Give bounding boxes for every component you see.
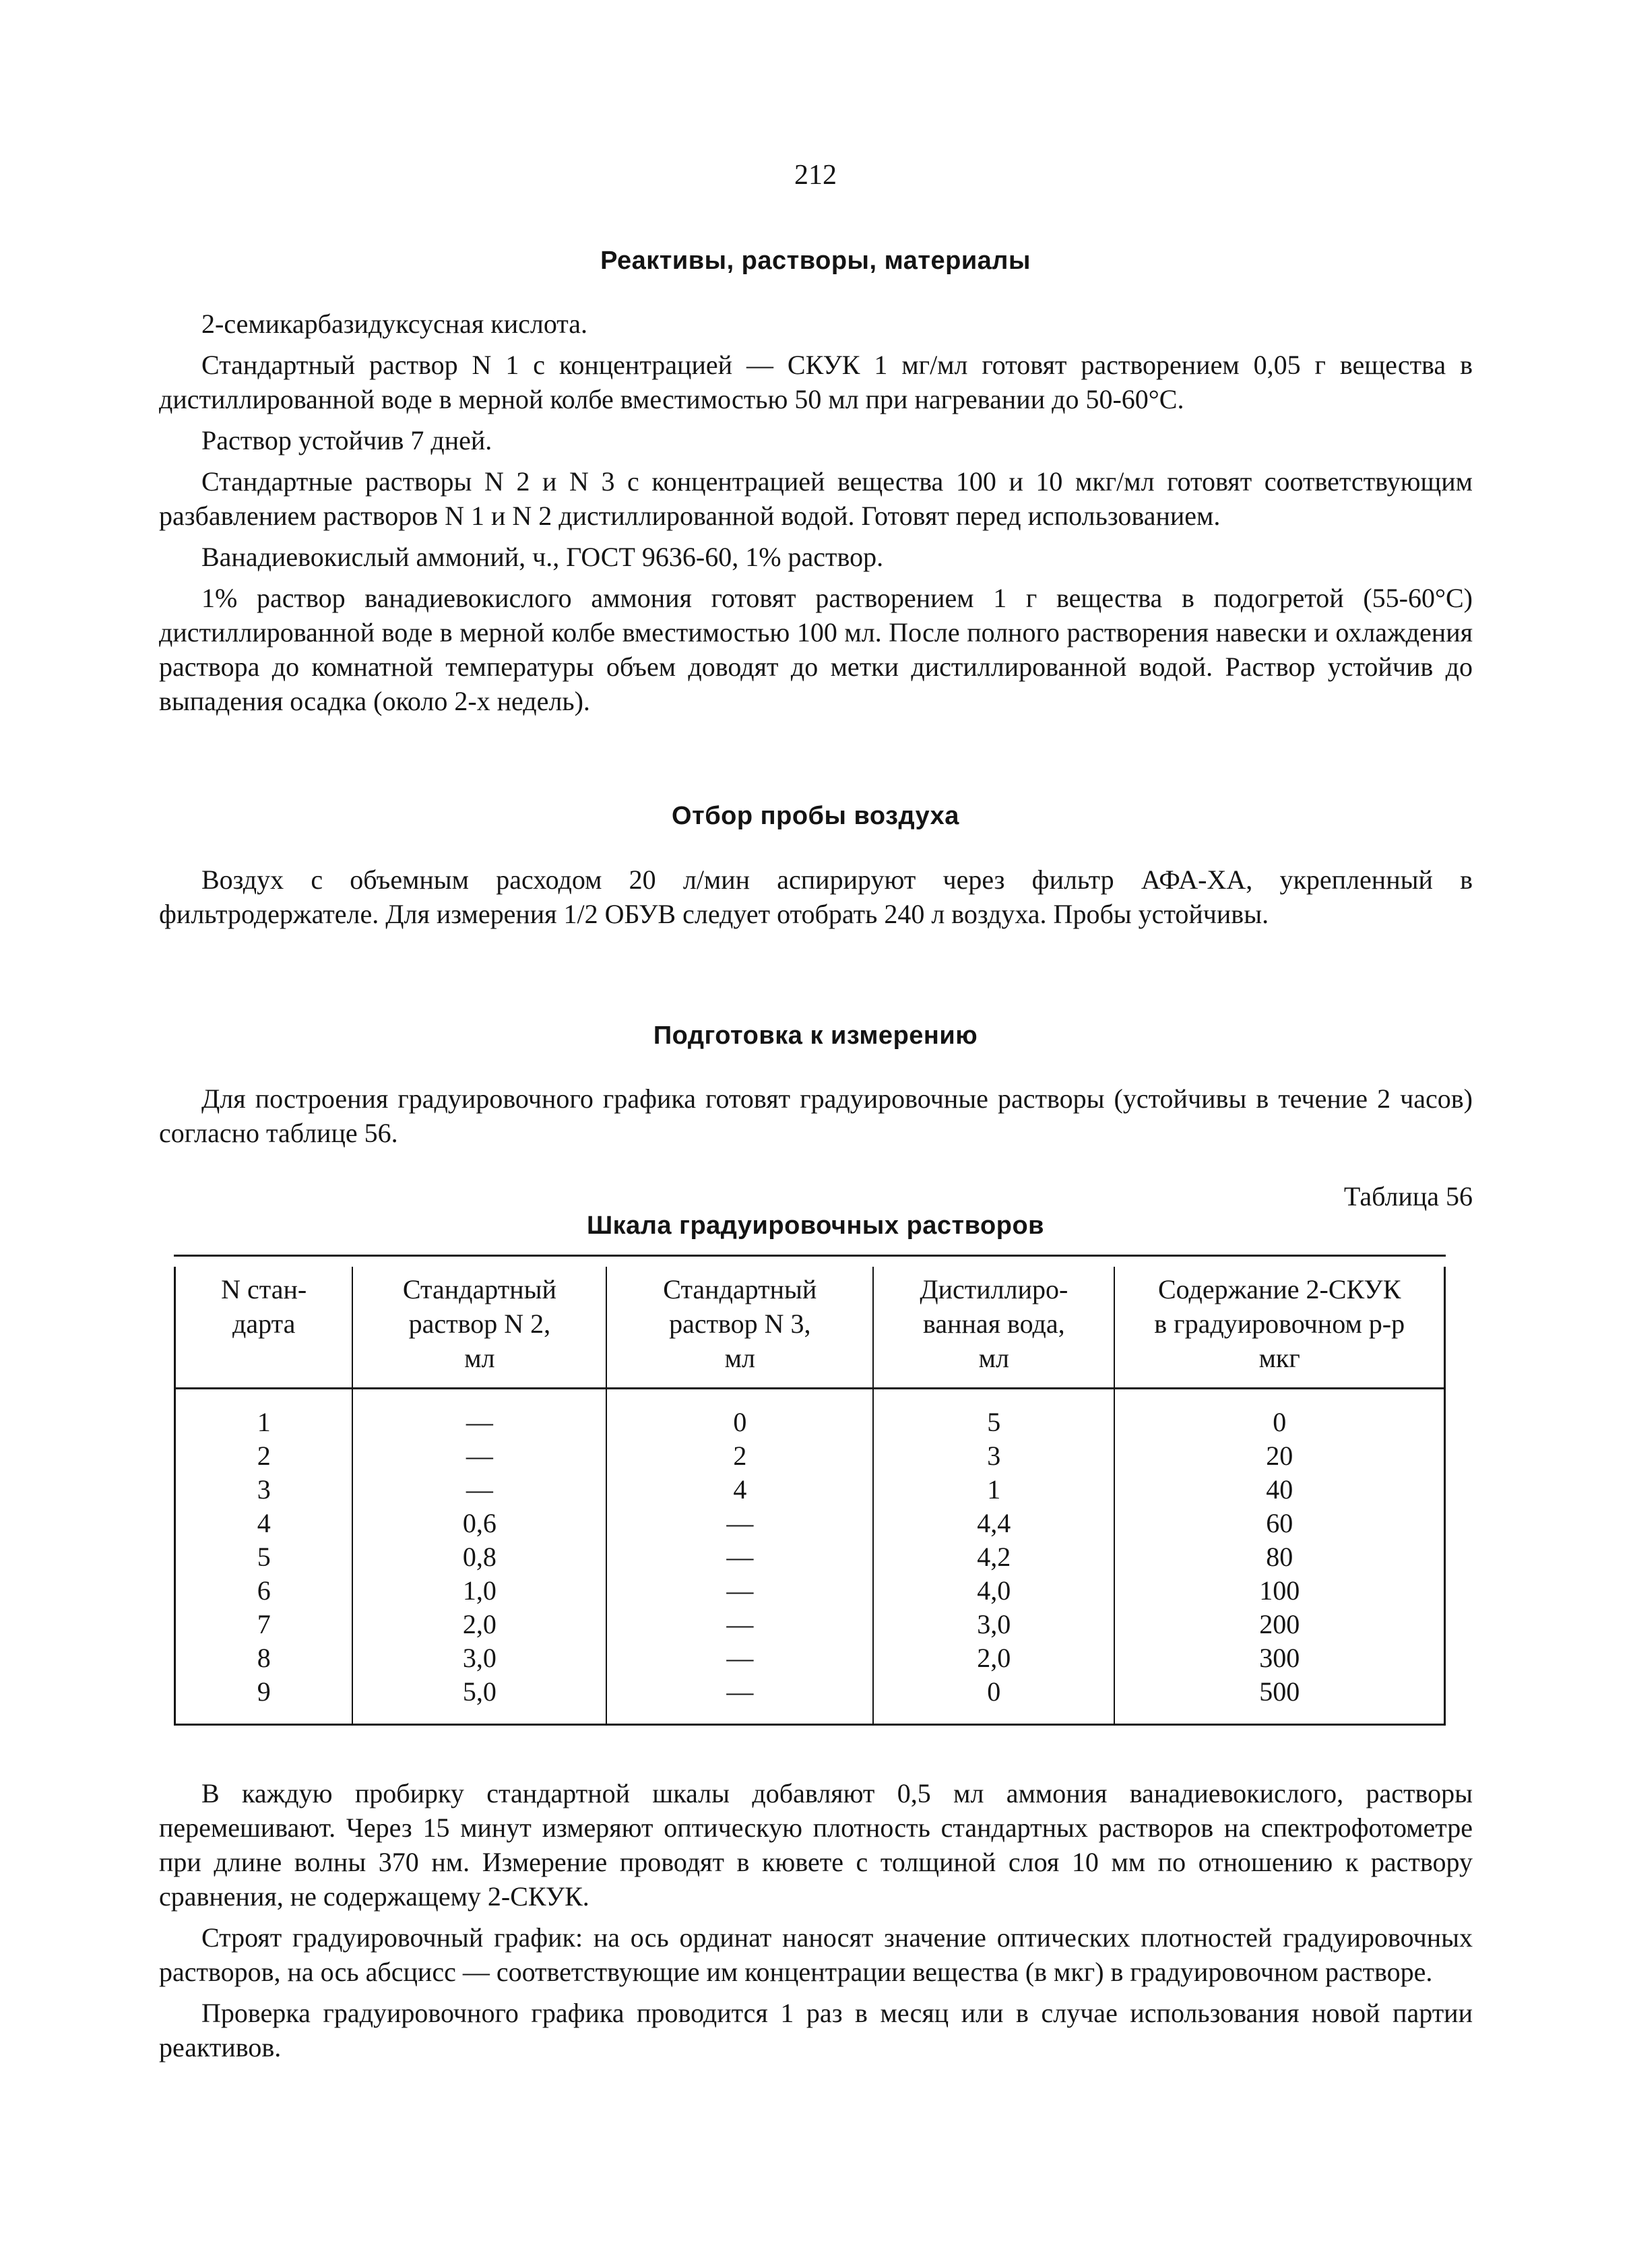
cell: 0,8	[352, 1540, 606, 1574]
table-row	[175, 1574, 1445, 1608]
header-content	[1114, 1267, 1444, 1389]
table-title: Шкала градуировочных растворов	[586, 1211, 1045, 1240]
cell: 7	[175, 1608, 353, 1641]
paragraph: Стандартные растворы N 2 и N 3 с концентрацией вещества 100 и 10 мкг/мл готовят соответствующим разбавлением растворов N 1 и N 2 дистиллированной водой. Готовят перед использованием.	[159, 466, 1473, 531]
header-line: дарта	[232, 1309, 296, 1339]
cell: 300	[1114, 1641, 1444, 1675]
cell: 0,6	[352, 1507, 606, 1540]
cell: 0	[1114, 1389, 1444, 1440]
paragraph: Для построения градуировочного графика готовят градуировочные растворы (устойчивы в течение 2 часов) согласно таблице 56.	[159, 1083, 1473, 1148]
cell: 4	[175, 1507, 353, 1540]
cell: 3,0	[352, 1641, 606, 1675]
paragraph: Воздух с объемным расходом 20 л/мин аспирируют через фильтр АФА-ХА, укрепленный в фильтродержателе. Для измерения 1/2 ОБУВ следует отобрать 240 л воздуха. Пробы устойчивы.	[159, 864, 1473, 929]
table-row	[175, 1507, 1445, 1540]
table-row	[175, 1439, 1445, 1473]
cell: —	[606, 1507, 873, 1540]
cell: —	[352, 1439, 606, 1473]
cell: 5	[873, 1389, 1114, 1440]
table-row	[175, 1641, 1445, 1675]
cell: 4,0	[873, 1574, 1114, 1608]
cell: 8	[175, 1641, 353, 1675]
table-row	[175, 1540, 1445, 1574]
cell: 9	[175, 1675, 353, 1725]
header-line: N стан-	[221, 1274, 307, 1304]
cell: —	[606, 1675, 873, 1725]
section-title-reagents: Реактивы, растворы, материалы	[600, 247, 1031, 275]
table-header-row	[175, 1267, 1445, 1389]
paragraph: Стандартный раствор N 1 с концентрацией — СКУК 1 мг/мл готовят растворением 0,05 г вещества в дистиллированной воде в мерной колбе вместимостью 50 мл при нагревании до 50-60°С.	[159, 350, 1473, 414]
header-solution-3	[606, 1267, 873, 1389]
page-number: 212	[794, 160, 837, 191]
cell: 2,0	[873, 1641, 1114, 1675]
paragraph: Раствор устойчив 7 дней.	[201, 425, 492, 455]
header-line: мл	[978, 1343, 1009, 1373]
cell: 3,0	[873, 1608, 1114, 1641]
paragraph: 1% раствор ванадиевокислого аммония готовят растворением 1 г вещества в подогретой (55-60°С) дистиллированной воде в мерной колбе вместимостью 100 мл. После полного растворения навески и охлаждения раствора до комнатной температуры объем доводят до метки дистиллированной водой. Раствор устойчив до выпадения осадка (около 2-х недель).	[159, 583, 1473, 716]
header-solution-2	[352, 1267, 606, 1389]
cell: 1,0	[352, 1574, 606, 1608]
header-line: Содержание 2-СКУК	[1157, 1274, 1401, 1304]
cell: 5,0	[352, 1675, 606, 1725]
cell: 2	[175, 1439, 353, 1473]
cell: 1	[873, 1473, 1114, 1507]
cell: 6	[175, 1574, 353, 1608]
table-row	[175, 1473, 1445, 1507]
header-line: Стандартный	[402, 1274, 556, 1304]
cell: 0	[873, 1675, 1114, 1725]
paragraph: В каждую пробирку стандартной шкалы добавляют 0,5 мл аммония ванадиевокислого, растворы перемешивают. Через 15 минут измеряют оптическую плотность стандартных растворов на спектрофотометре при длине волны 370 нм. Измерение проводят в кювете с толщиной слоя 10 мм по отношению к раствору сравнения, не содержащему 2-СКУК.	[159, 1778, 1473, 1912]
header-line: мл	[724, 1343, 755, 1373]
cell: 20	[1114, 1439, 1444, 1473]
paragraph: Проверка градуировочного графика проводится 1 раз в месяц или в случае использования новой партии реактивов.	[159, 1998, 1473, 2062]
header-line: Стандартный	[663, 1274, 817, 1304]
cell: —	[606, 1608, 873, 1641]
header-line: раствор N 3,	[669, 1309, 811, 1339]
header-line: мкг	[1258, 1343, 1300, 1373]
cell: 2	[606, 1439, 873, 1473]
reagents-text	[159, 307, 1473, 725]
cell: 4,2	[873, 1540, 1114, 1574]
cell: 100	[1114, 1574, 1444, 1608]
table-row	[175, 1675, 1445, 1725]
cell: 2,0	[352, 1608, 606, 1641]
cell: —	[352, 1389, 606, 1440]
header-line: ванная вода,	[922, 1309, 1065, 1339]
cell: 40	[1114, 1473, 1444, 1507]
paragraph: 2-семикарбазидуксусная кислота.	[201, 309, 588, 339]
paragraph: Ванадиевокислый аммоний, ч., ГОСТ 9636-60, 1% раствор.	[201, 542, 884, 572]
preparation-text	[159, 1081, 1473, 1157]
cell: 4	[606, 1473, 873, 1507]
table-row	[175, 1608, 1445, 1641]
table-label: Таблица 56	[1343, 1181, 1473, 1211]
table-top-rule	[174, 1255, 1446, 1257]
cell: 3	[175, 1473, 353, 1507]
cell: —	[352, 1473, 606, 1507]
cell: —	[606, 1641, 873, 1675]
header-line: мл	[464, 1343, 495, 1373]
header-line	[180, 1341, 348, 1375]
section-title-sampling: Отбор пробы воздуха	[672, 802, 959, 830]
cell: 80	[1114, 1540, 1444, 1574]
cell: —	[606, 1540, 873, 1574]
cell: 5	[175, 1540, 353, 1574]
calibration-table	[174, 1267, 1446, 1726]
header-line: Дистиллиро-	[920, 1274, 1068, 1304]
section-title-preparation: Подготовка к измерению	[653, 1021, 978, 1050]
procedure-text	[159, 1776, 1473, 2071]
paragraph: Строят градуировочный график: на ось ординат наносят значение оптических плотностей градуировочных растворов, на ось абсцисс — соответствующие им концентрации вещества (в мкг) в градуировочном растворе.	[159, 1922, 1473, 1987]
cell: 500	[1114, 1675, 1444, 1725]
cell: 4,4	[873, 1507, 1114, 1540]
header-line: раствор N 2,	[408, 1309, 551, 1339]
cell: 200	[1114, 1608, 1444, 1641]
header-standard-number	[175, 1267, 353, 1389]
cell: 3	[873, 1439, 1114, 1473]
cell: 0	[606, 1389, 873, 1440]
cell: 1	[175, 1389, 353, 1440]
cell: 60	[1114, 1507, 1444, 1540]
header-line: в градуировочном р-р	[1154, 1309, 1405, 1339]
cell: —	[606, 1574, 873, 1608]
sampling-text	[159, 862, 1473, 938]
table-row	[175, 1389, 1445, 1440]
header-distilled-water	[873, 1267, 1114, 1389]
